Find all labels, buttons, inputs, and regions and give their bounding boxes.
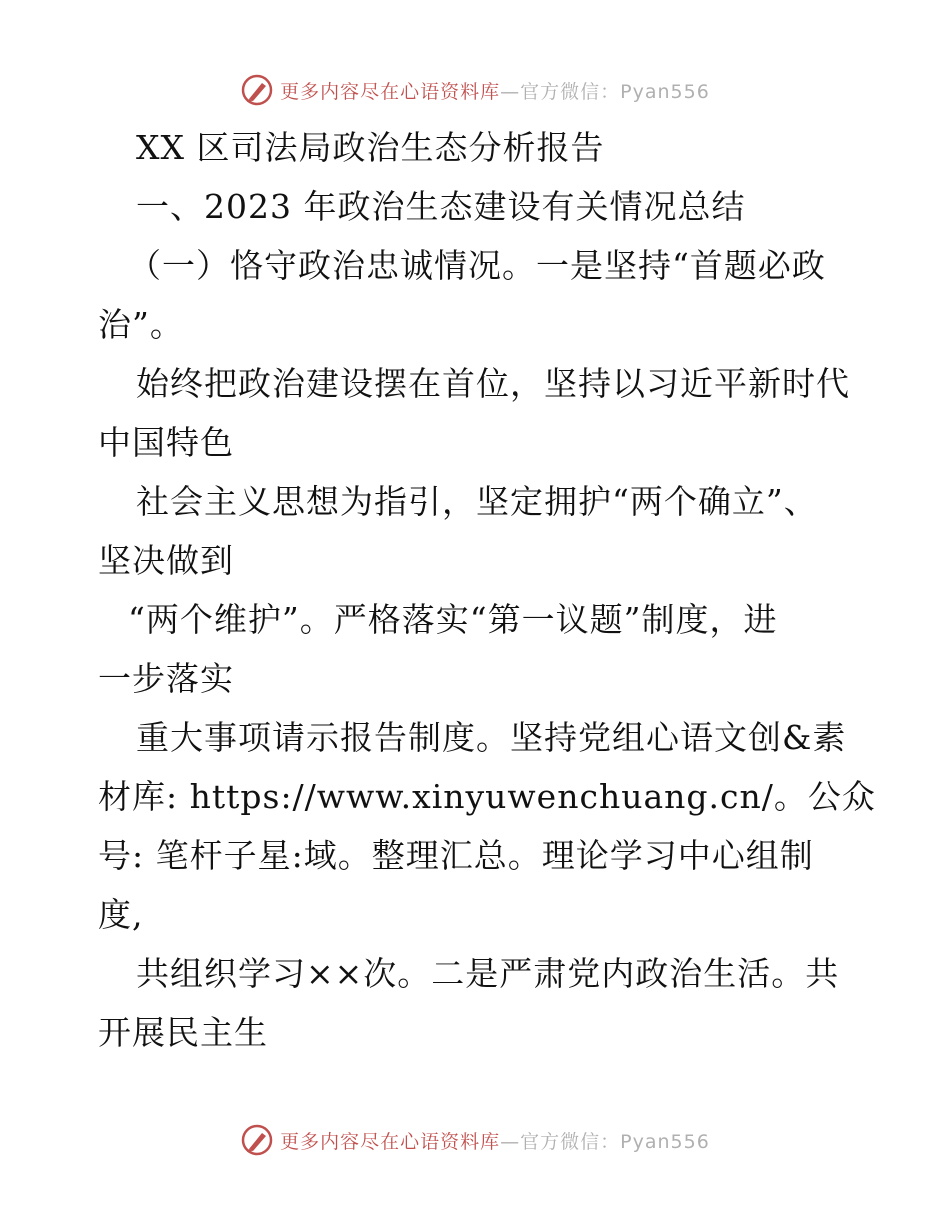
watermark-contact: 官方微信：Pyan556 [520,80,710,103]
watermark-main: 更多内容尽在心语资料库 [280,1130,501,1153]
document-title: XX 区司法局政治生态分析报告 [136,128,605,167]
watermark-text [280,77,710,104]
paragraph-line: 度, [98,895,144,934]
watermark-text [280,1127,710,1154]
paragraph-line: 坚决做到 [98,541,234,580]
watermark-dash: — [500,1130,521,1153]
watermark-footer [0,1120,950,1160]
paragraph-line: 开展民主生 [98,1013,268,1052]
watermark-contact: 官方微信：Pyan556 [520,1130,710,1153]
pen-logo-icon [240,1123,274,1157]
paragraph-line: 中国特色 [98,423,234,462]
paragraph-line: “两个维护”。严格落实“第一议题”制度，进 [128,600,778,639]
paragraph-line: （一）恪守政治忠诚情况。一是坚持“首题必政 [128,246,826,285]
paragraph-line: 社会主义思想为指引，坚定拥护“两个确立”、 [136,482,818,521]
watermark-header [0,70,950,110]
paragraph-line: 号: 笔杆子星:域。整理汇总。理论学习中心组制 [98,836,814,875]
paragraph-line: 始终把政治建设摆在首位，坚持以习近平新时代 [136,364,850,403]
watermark-main: 更多内容尽在心语资料库 [280,80,501,103]
paragraph-line: 共组织学习××次。二是严肃党内政治生活。共 [136,954,840,993]
section-heading: 一、2023 年政治生态建设有关情况总结 [136,187,746,226]
paragraph-line: 材库: https://www.xinyuwenchuang.cn/。公众 [98,777,876,816]
watermark-dash: — [500,80,521,103]
paragraph-line: 一步落实 [98,659,234,698]
pen-logo-icon [240,73,274,107]
document-body [98,118,876,1062]
paragraph-line: 治”。 [98,305,184,344]
paragraph-line: 重大事项请示报告制度。坚持党组心语文创&素 [136,718,847,757]
